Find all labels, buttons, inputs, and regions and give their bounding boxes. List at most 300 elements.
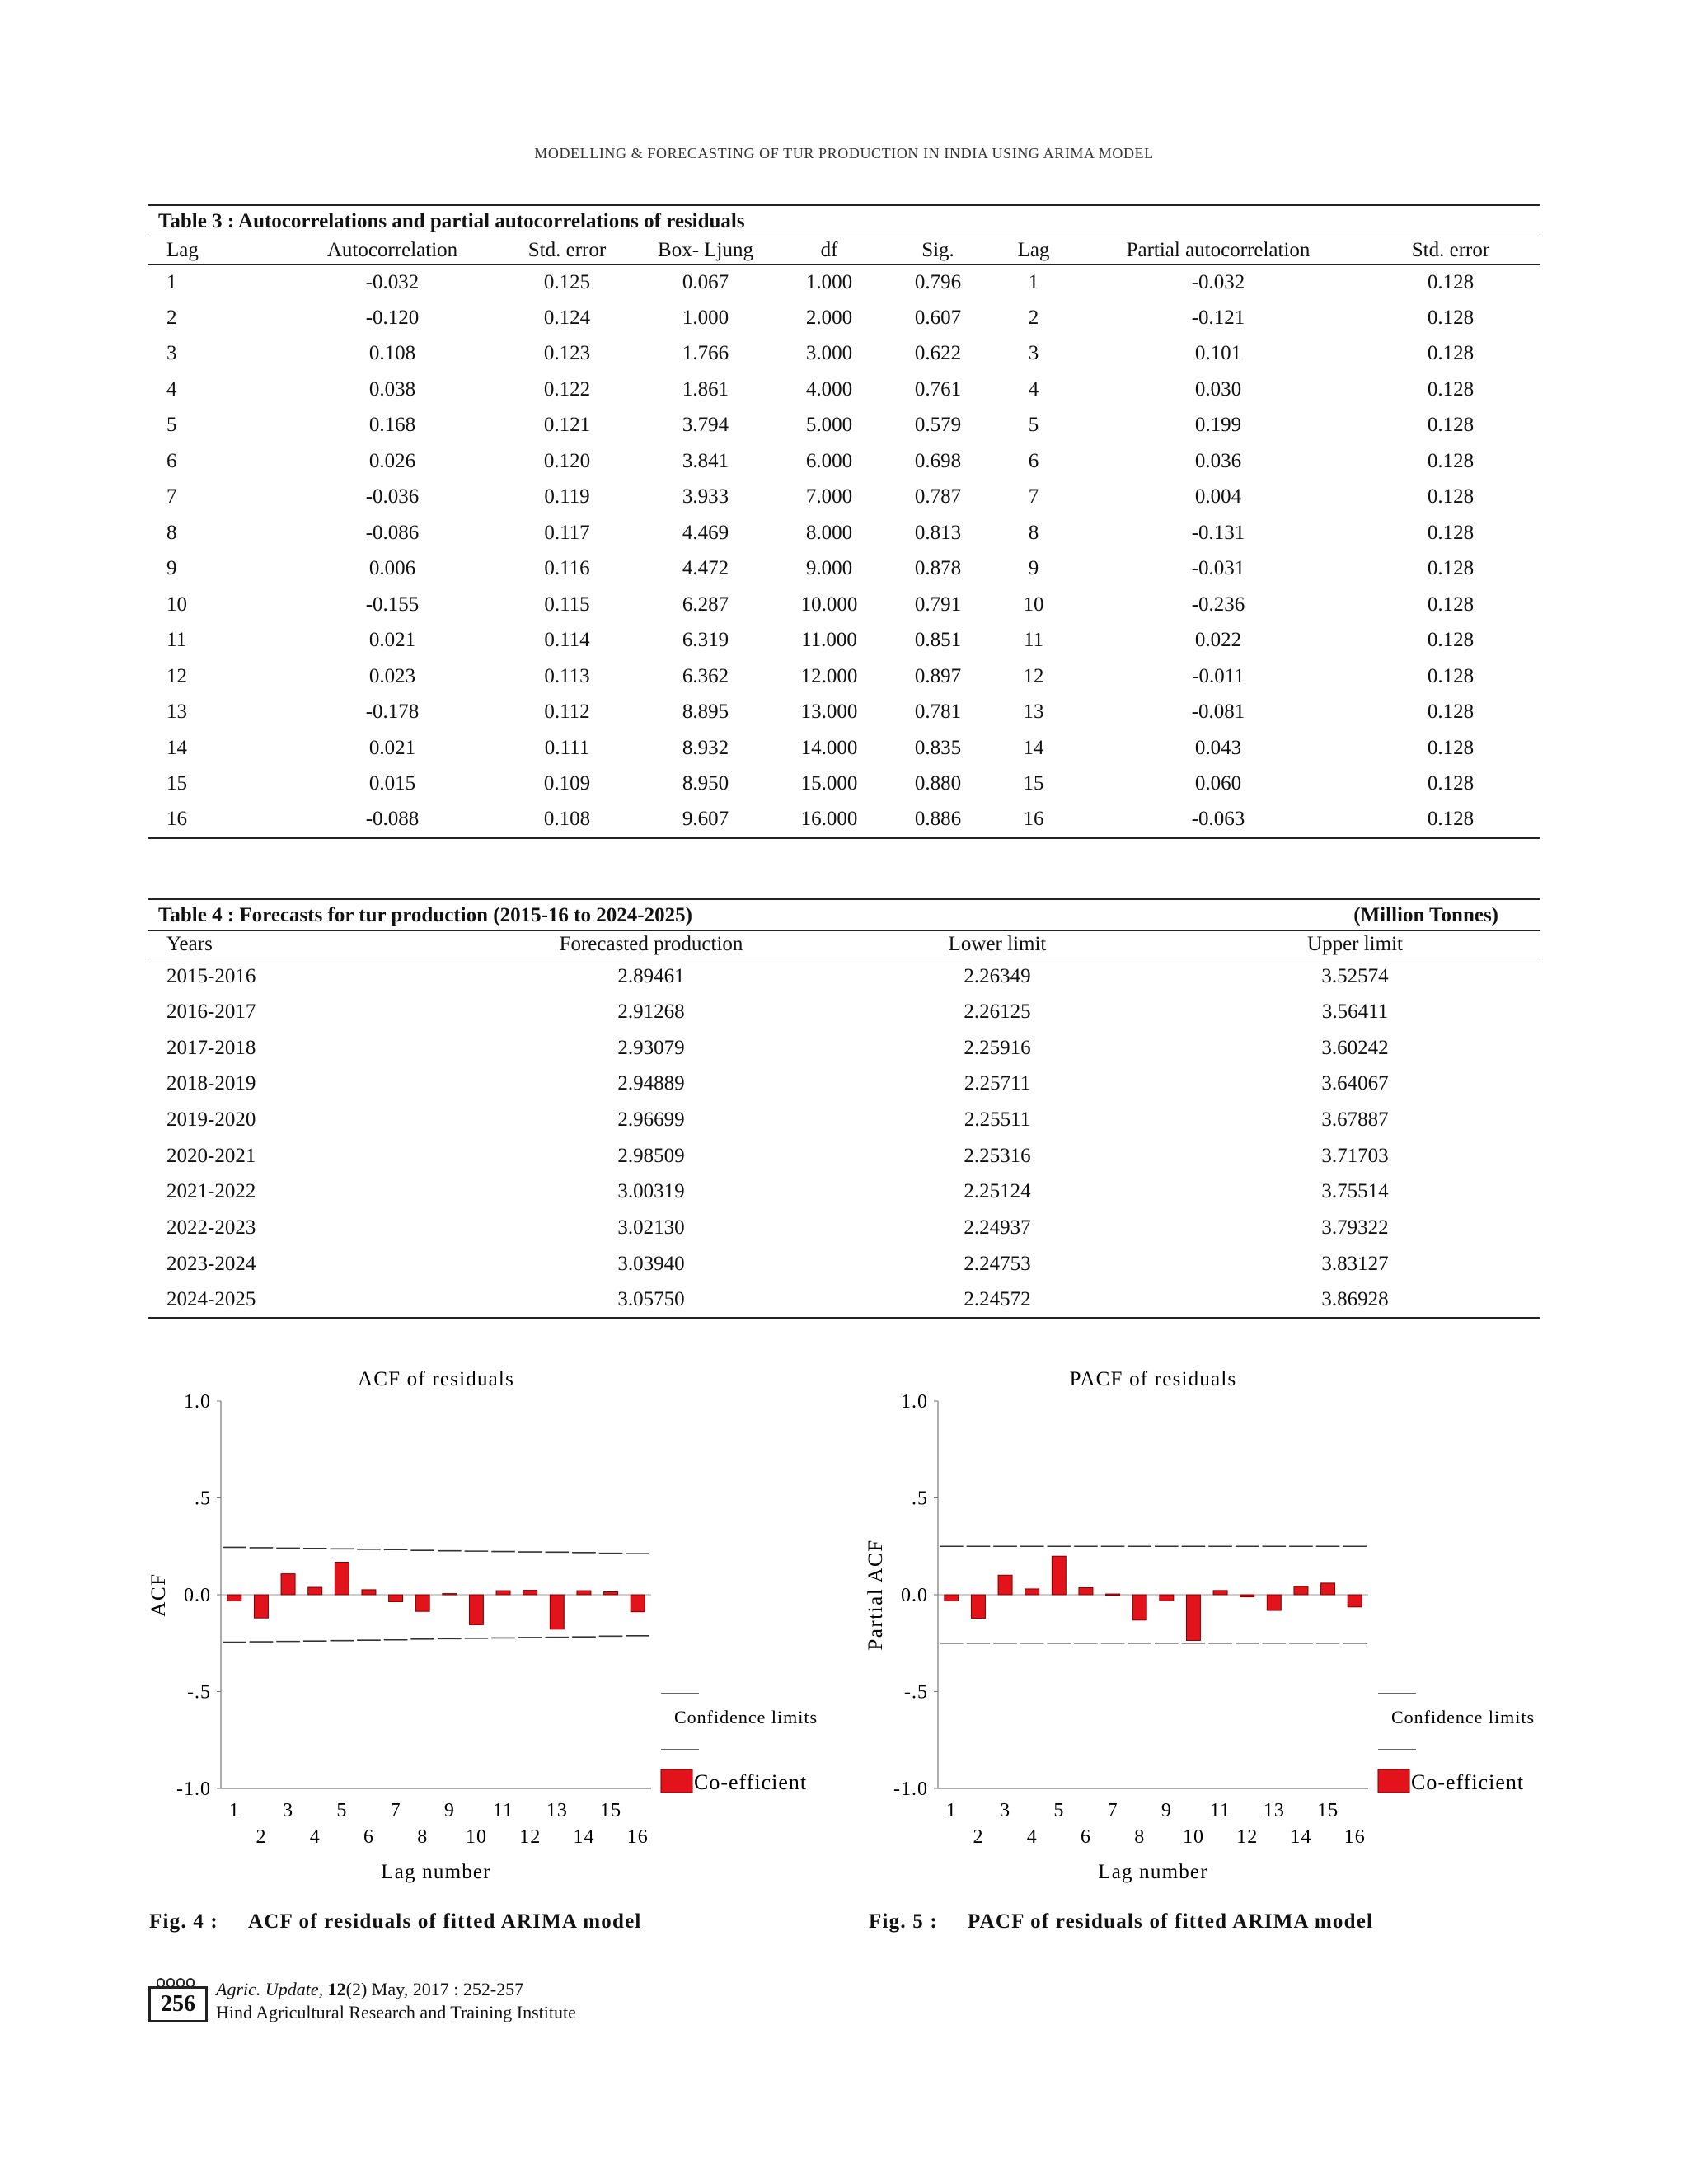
acf-bar	[281, 1574, 295, 1595]
table-4-column-header: Years	[148, 931, 478, 958]
pacf-y-tick-label: 0.0	[901, 1585, 928, 1606]
pacf-bar	[1213, 1591, 1227, 1595]
table-row	[148, 1066, 1540, 1103]
table-cell: 0.113	[544, 664, 590, 687]
table-cell: 2019-2020	[166, 1108, 256, 1132]
table-row	[148, 1246, 1540, 1282]
publisher: Hind Agricultural Research and Training Institute	[216, 2002, 576, 2022]
table-cell: 0.026	[368, 449, 416, 472]
table-row	[148, 300, 1540, 336]
table-cell: 0.060	[1194, 772, 1242, 795]
table-cell: 7	[1028, 485, 1039, 509]
pacf-x-tick-label: 9	[1160, 1800, 1172, 1821]
table-cell: 3.841	[682, 449, 729, 472]
acf-chart-title: ACF of residuals	[357, 1368, 515, 1390]
acf-legend-confidence-label: Confidence limits	[674, 1707, 818, 1727]
table-cell: 16	[148, 802, 287, 838]
table-cell: 10	[166, 593, 187, 616]
table-cell: 11	[166, 629, 187, 652]
table-cell: 2.24572	[824, 1282, 1170, 1319]
table-cell: 0.128	[1427, 377, 1475, 401]
pacf-bar	[971, 1595, 985, 1618]
pacf-x-axis-label: Lag number	[1098, 1861, 1208, 1883]
table-cell: 0.128	[1427, 342, 1475, 365]
table-cell: -0.120	[365, 306, 420, 329]
pacf-x-tick-label: 15	[1317, 1800, 1339, 1821]
table-cell: 5	[166, 414, 177, 437]
table-cell: 2024-2025	[148, 1282, 478, 1319]
table-cell: 0.128	[1427, 664, 1475, 687]
table-3-column-header: Std. error	[498, 237, 636, 265]
table-4	[148, 898, 1540, 1319]
acf-x-tick-label: 9	[443, 1800, 455, 1821]
table-cell: 4.472	[682, 557, 729, 580]
table-row	[148, 623, 1540, 659]
table-row	[148, 265, 1540, 301]
table-cell: 2.25916	[964, 1036, 1031, 1059]
pacf-y-tick-label: -.5	[904, 1681, 928, 1704]
table-3	[148, 204, 1540, 839]
table-cell: 3.86928	[1170, 1282, 1540, 1319]
table-cell: 15	[1023, 772, 1044, 795]
table-cell: 4.469	[682, 521, 729, 544]
table-cell: 3.67887	[1321, 1108, 1389, 1132]
acf-x-tick-label: 5	[336, 1800, 348, 1821]
acf-chart-svg	[140, 1364, 832, 1891]
pacf-y-tick-label: .5	[912, 1488, 928, 1510]
table-row	[148, 336, 1540, 373]
table-cell: -0.036	[365, 485, 420, 509]
table-row	[148, 766, 1540, 803]
acf-bar	[496, 1591, 510, 1595]
table-cell: 0.607	[914, 306, 962, 329]
table-cell: 6	[166, 449, 177, 472]
acf-bar	[550, 1595, 564, 1629]
table-cell: 0.835	[914, 736, 962, 759]
table-cell: 4	[1028, 377, 1039, 401]
table-cell: 2015-2016	[166, 964, 256, 987]
table-cell: 9.000	[805, 557, 853, 580]
table-cell: 0.796	[914, 270, 962, 293]
figure-5-label: Fig. 5 :	[869, 1910, 938, 1933]
table-4-caption	[148, 898, 1540, 931]
acf-y-axis-label: ACF	[148, 1572, 170, 1617]
table-cell: 4	[166, 377, 177, 401]
table-cell: 0.021	[368, 629, 416, 652]
pacf-x-tick-label: 14	[1290, 1826, 1312, 1848]
table-cell: 0.579	[914, 414, 962, 437]
table-cell: 0.128	[1427, 521, 1475, 544]
table-cell: 0.030	[1194, 377, 1242, 401]
pacf-legend-confidence-label: Confidence limits	[1391, 1707, 1536, 1727]
table-cell: 0.111	[544, 736, 590, 759]
acf-bar	[443, 1594, 457, 1596]
table-cell: 0.123	[543, 342, 591, 365]
table-cell: -0.032	[365, 270, 420, 293]
pacf-bar	[1348, 1595, 1362, 1607]
table-4-column-header: Lower limit	[824, 931, 1170, 958]
acf-bar	[227, 1595, 241, 1601]
table-cell: 6.000	[805, 449, 853, 472]
table-cell: -0.131	[1191, 521, 1245, 544]
table-cell: 0.886	[884, 802, 992, 838]
pacf-bar	[998, 1575, 1012, 1595]
table-cell: 3.79322	[1321, 1216, 1389, 1240]
figure-5-caption	[869, 1910, 1373, 1933]
pacf-bar	[1106, 1594, 1120, 1596]
table-row	[148, 958, 1540, 995]
journal-volume: 12	[327, 1979, 346, 1999]
table-cell: 0.880	[914, 772, 962, 795]
table-cell: 14	[166, 736, 187, 759]
table-cell: 3.05750	[478, 1282, 824, 1319]
table-cell: 2022-2023	[166, 1216, 256, 1240]
table-cell: 0.128	[1427, 449, 1475, 472]
pacf-y-tick-label: 1.0	[901, 1391, 928, 1413]
table-row	[148, 1138, 1540, 1174]
table-3-column-header: Sig.	[884, 237, 992, 265]
figure-4-caption	[149, 1910, 642, 1933]
acf-x-tick-label: 7	[390, 1800, 401, 1821]
table-cell: 2.91268	[617, 1001, 685, 1024]
table-cell: 8	[166, 521, 177, 544]
table-cell: 2018-2019	[166, 1072, 256, 1095]
table-3-grid	[148, 237, 1540, 839]
table-cell: 3.933	[682, 485, 729, 509]
table-row	[148, 408, 1540, 444]
table-row	[148, 372, 1540, 408]
table-cell: 0.781	[914, 701, 962, 724]
running-head: MODELLING & FORECASTING OF TUR PRODUCTION IN INDIA USING ARIMA MODEL	[534, 145, 1154, 162]
table-cell: -0.031	[1191, 557, 1245, 580]
acf-chart	[140, 1364, 832, 1896]
table-cell: 6	[1028, 449, 1039, 472]
table-cell: 0.168	[368, 414, 416, 437]
table-4-unit: (Million Tonnes)	[1353, 903, 1498, 926]
table-cell: 0.117	[544, 521, 590, 544]
table-cell: 2.89461	[617, 964, 685, 987]
table-cell: 11	[1023, 629, 1044, 652]
pacf-x-tick-label: 5	[1053, 1800, 1065, 1821]
table-cell: 10	[1023, 593, 1044, 616]
table-cell: 3.75514	[1321, 1180, 1389, 1203]
table-cell: 2017-2018	[166, 1036, 256, 1059]
table-3-header-row	[148, 237, 1540, 265]
table-cell: 0.128	[1362, 802, 1540, 838]
table-cell: 7	[166, 485, 177, 509]
acf-legend-coefficient-swatch	[661, 1769, 692, 1793]
table-cell: 5	[1028, 414, 1039, 437]
table-cell: -0.063	[1075, 802, 1362, 838]
pacf-bar	[1267, 1595, 1281, 1610]
acf-x-tick-label: 11	[493, 1800, 514, 1821]
acf-x-tick-label: 13	[546, 1800, 568, 1821]
acf-x-tick-label: 10	[465, 1826, 487, 1848]
acf-bar	[389, 1595, 403, 1601]
table-cell: -0.236	[1191, 593, 1245, 616]
table-cell: 0.036	[1194, 449, 1242, 472]
table-row	[148, 730, 1540, 766]
table-cell: 2.25711	[964, 1072, 1031, 1095]
table-row	[148, 587, 1540, 623]
acf-x-tick-label: 16	[626, 1826, 649, 1848]
table-cell: 15.000	[800, 772, 858, 795]
table-row	[148, 695, 1540, 731]
table-cell: 0.004	[1194, 485, 1242, 509]
footer-citation	[216, 1978, 576, 2024]
table-row	[148, 802, 1540, 838]
table-cell: 3.794	[682, 414, 729, 437]
journal-name: Agric. Update,	[216, 1979, 324, 1999]
table-cell: 0.128	[1427, 557, 1475, 580]
pacf-chart-title: PACF of residuals	[1069, 1368, 1237, 1390]
table-cell: 6.287	[682, 593, 729, 616]
figure-4-label: Fig. 4 :	[149, 1910, 218, 1933]
table-cell: -0.032	[1191, 270, 1245, 293]
table-cell: 3.83127	[1321, 1252, 1389, 1275]
table-cell: 3.52574	[1321, 964, 1389, 987]
table-cell: 11.000	[801, 629, 857, 652]
table-cell: 10.000	[800, 593, 858, 616]
table-3-caption	[148, 204, 1540, 237]
table-cell: 0.101	[1194, 342, 1242, 365]
acf-y-tick-label: 1.0	[184, 1391, 211, 1413]
figure-5-text: PACF of residuals of fitted ARIMA model	[968, 1910, 1374, 1933]
table-cell: 0.023	[368, 664, 416, 687]
table-cell: 0.128	[1427, 414, 1475, 437]
pacf-bar	[1079, 1588, 1093, 1595]
acf-x-tick-label: 3	[283, 1800, 294, 1821]
table-cell: 0.015	[368, 772, 416, 795]
pacf-bar	[1321, 1583, 1335, 1595]
acf-y-tick-label: .5	[195, 1488, 211, 1510]
table-cell: 0.067	[682, 270, 729, 293]
table-4-header-row	[148, 931, 1540, 958]
acf-bar	[362, 1590, 376, 1595]
pacf-x-tick-label: 1	[945, 1800, 957, 1821]
table-cell: 0.787	[914, 485, 962, 509]
page-number: 256	[148, 1986, 208, 2022]
pacf-bar	[1025, 1589, 1039, 1595]
table-cell: 2.25316	[964, 1144, 1031, 1167]
table-cell: 16	[992, 802, 1075, 838]
table-row	[148, 1102, 1540, 1138]
table-cell: 8.000	[805, 521, 853, 544]
table-cell: 2.24937	[964, 1216, 1031, 1240]
pacf-bar	[1186, 1595, 1200, 1640]
table-cell: 0.116	[544, 557, 590, 580]
table-cell: 0.114	[544, 629, 590, 652]
acf-bar	[469, 1595, 483, 1624]
table-cell: 0.125	[543, 270, 591, 293]
table-cell: -0.011	[1192, 664, 1245, 687]
table-cell: 12.000	[800, 664, 858, 687]
table-row	[148, 1282, 1540, 1319]
table-cell: 0.128	[1427, 270, 1475, 293]
table-cell: 2.24753	[964, 1252, 1031, 1275]
table-cell: 0.791	[914, 593, 962, 616]
pacf-x-tick-label: 13	[1263, 1800, 1285, 1821]
table-cell: 1.000	[682, 306, 729, 329]
acf-x-tick-label: 4	[309, 1826, 321, 1848]
table-cell: 16.000	[775, 802, 884, 838]
pacf-legend-coefficient-label: Co-efficient	[1411, 1770, 1525, 1794]
table-cell: 14.000	[800, 736, 858, 759]
table-cell: 0.128	[1427, 593, 1475, 616]
table-cell: 1	[166, 270, 177, 293]
table-cell: 2.26349	[964, 964, 1031, 987]
table-4-column-header: Upper limit	[1170, 931, 1540, 958]
table-cell: 2.26125	[964, 1001, 1031, 1024]
table-cell: 0.761	[914, 377, 962, 401]
table-cell: 0.897	[914, 664, 962, 687]
table-cell: 15	[166, 772, 187, 795]
acf-x-tick-label: 12	[519, 1826, 542, 1848]
pacf-bar	[1240, 1595, 1254, 1597]
pacf-legend-coefficient-swatch	[1378, 1769, 1409, 1793]
acf-x-tick-label: 2	[256, 1826, 267, 1848]
table-cell: 2	[1028, 306, 1039, 329]
table-cell: 0.108	[368, 342, 416, 365]
table-cell: 4.000	[805, 377, 853, 401]
table-cell: 3.03940	[617, 1252, 685, 1275]
table-cell: 9.607	[636, 802, 775, 838]
table-cell: 2020-2021	[166, 1144, 256, 1167]
table-3-column-header: Partial autocorrelation	[1075, 237, 1362, 265]
acf-x-tick-label: 8	[417, 1826, 429, 1848]
table-cell: 0.109	[543, 772, 591, 795]
table-cell: 3.56411	[1321, 1001, 1389, 1024]
table-cell: 8.950	[682, 772, 729, 795]
pacf-chart	[857, 1364, 1550, 1896]
table-row	[148, 1210, 1540, 1246]
pacf-x-tick-label: 7	[1107, 1800, 1118, 1821]
table-cell: 1.766	[682, 342, 729, 365]
table-cell: 0.851	[914, 629, 962, 652]
acf-x-tick-label: 6	[363, 1826, 374, 1848]
acf-x-tick-label: 14	[573, 1826, 595, 1848]
table-cell: 8	[1028, 521, 1039, 544]
table-4-grid	[148, 931, 1540, 1319]
table-4-column-header: Forecasted production	[478, 931, 824, 958]
table-row	[148, 1174, 1540, 1211]
table-cell: 1.861	[682, 377, 729, 401]
pacf-y-axis-label: Partial ACF	[865, 1539, 887, 1651]
table-cell: 3.00319	[617, 1180, 685, 1203]
table-cell: 3.000	[805, 342, 853, 365]
table-4-title: Table 4 : Forecasts for tur production (2015-16 to 2024-2025)	[158, 903, 692, 926]
table-cell: 0.108	[498, 802, 636, 838]
table-cell: 3	[1028, 342, 1039, 365]
table-3-column-header: Autocorrelation	[287, 237, 498, 265]
table-cell: 2.94889	[617, 1072, 685, 1095]
table-3-column-header: Std. error	[1362, 237, 1540, 265]
pacf-x-tick-label: 2	[973, 1826, 984, 1848]
table-row	[148, 551, 1540, 588]
acf-y-tick-label: -1.0	[176, 1779, 211, 1800]
pacf-x-tick-label: 4	[1026, 1826, 1038, 1848]
acf-y-tick-label: -.5	[187, 1681, 211, 1704]
table-cell: 0.115	[544, 593, 590, 616]
table-cell: 0.112	[544, 701, 590, 724]
table-cell: 8.932	[682, 736, 729, 759]
table-cell: 13	[1023, 701, 1044, 724]
table-cell: 2.98509	[617, 1144, 685, 1167]
table-3-title: Table 3 : Autocorrelations and partial autocorrelations of residuals	[158, 209, 745, 232]
table-cell: 13.000	[800, 701, 858, 724]
table-cell: 6.319	[682, 629, 729, 652]
table-cell: 0.698	[914, 449, 962, 472]
table-row	[148, 1030, 1540, 1066]
journal-issue: (2) May, 2017 : 252-257	[345, 1979, 524, 1999]
table-cell: 12	[1023, 664, 1044, 687]
table-cell: 2	[166, 306, 177, 329]
table-cell: 0.038	[368, 377, 416, 401]
table-row	[148, 443, 1540, 480]
acf-bar	[335, 1563, 349, 1595]
table-cell: 2.25124	[964, 1180, 1031, 1203]
pacf-bar	[1160, 1595, 1174, 1601]
table-cell: 0.122	[543, 377, 591, 401]
table-cell: -0.081	[1191, 701, 1245, 724]
table-cell: 0.128	[1427, 306, 1475, 329]
pacf-bar	[1052, 1556, 1066, 1595]
pacf-chart-svg	[857, 1364, 1550, 1891]
table-cell: -0.088	[287, 802, 498, 838]
table-cell: 0.128	[1427, 772, 1475, 795]
table-cell: -0.086	[365, 521, 420, 544]
table-row	[148, 515, 1540, 551]
table-3-column-header: df	[775, 237, 884, 265]
table-cell: 6.362	[682, 664, 729, 687]
table-cell: 8.895	[682, 701, 729, 724]
table-cell: -0.155	[365, 593, 420, 616]
table-cell: 0.022	[1194, 629, 1242, 652]
table-3-column-header: Lag	[148, 237, 287, 265]
pacf-x-tick-label: 3	[1000, 1800, 1011, 1821]
pacf-x-tick-label: 12	[1236, 1826, 1259, 1848]
table-cell: 3	[166, 342, 177, 365]
table-cell: 2023-2024	[166, 1252, 256, 1275]
table-cell: 0.128	[1427, 629, 1475, 652]
table-cell: 13	[166, 701, 187, 724]
table-row	[148, 658, 1540, 695]
pacf-bar	[1294, 1586, 1308, 1595]
table-cell: 3.02130	[617, 1216, 685, 1240]
table-cell: -0.121	[1191, 306, 1245, 329]
table-cell: 3.64067	[1321, 1072, 1389, 1095]
table-cell: 0.128	[1427, 485, 1475, 509]
pacf-y-tick-label: -1.0	[893, 1779, 928, 1800]
table-cell: 3.60242	[1321, 1036, 1389, 1059]
table-cell: 0.128	[1427, 736, 1475, 759]
table-cell: 2.25511	[964, 1108, 1031, 1132]
acf-bar	[415, 1595, 429, 1611]
table-row	[148, 994, 1540, 1030]
acf-x-tick-label: 15	[600, 1800, 622, 1821]
acf-legend-coefficient-label: Co-efficient	[694, 1770, 808, 1794]
table-cell: 9	[1028, 557, 1039, 580]
acf-bar	[577, 1591, 591, 1595]
table-cell: 14	[1023, 736, 1044, 759]
table-cell: 0.119	[544, 485, 590, 509]
table-3-column-header: Lag	[992, 237, 1075, 265]
pacf-x-tick-label: 16	[1343, 1826, 1366, 1848]
table-cell: 1	[1028, 270, 1039, 293]
pacf-x-tick-label: 8	[1134, 1826, 1146, 1848]
table-cell: 2021-2022	[166, 1180, 256, 1203]
acf-bar	[604, 1591, 618, 1595]
